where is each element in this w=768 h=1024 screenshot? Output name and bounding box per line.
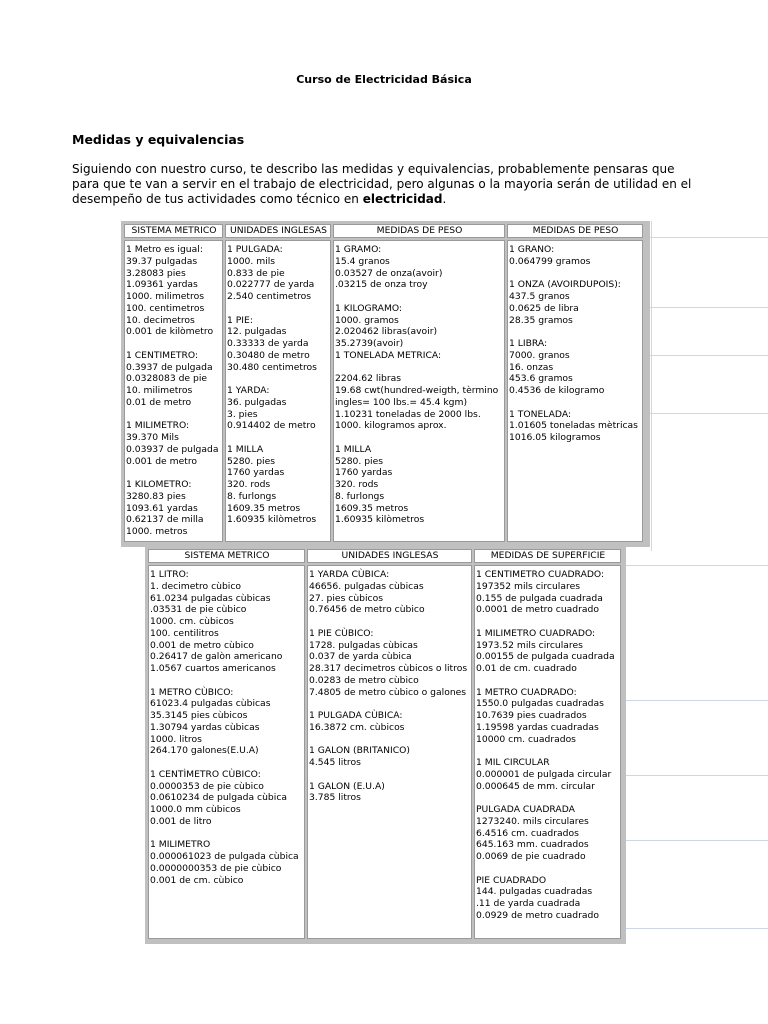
table-line: 1000.0 mm cùbicos — [150, 804, 241, 815]
table-line: 1 GALON (BRITANICO) — [309, 745, 410, 757]
table-line: 1 KILOMETRO: — [126, 479, 192, 490]
table-line: .03215 de onza troy — [335, 279, 428, 291]
table-line: 320. rods — [335, 479, 379, 490]
table-line: 0.01 de metro — [126, 396, 192, 408]
intro-paragraph — [72, 162, 702, 207]
table-line: 16.3872 cm. cùbicos — [309, 721, 405, 733]
table-line: 39.37 pulgadas — [126, 255, 198, 267]
table1-column — [333, 240, 505, 542]
table-line: 5280. pies — [335, 455, 384, 467]
guide-line — [626, 700, 768, 701]
table-line: 1.19598 yardas cuadradas — [476, 721, 599, 733]
equivalences-table-2 — [145, 546, 626, 944]
table-line — [335, 432, 504, 444]
table-line: 1.60935 kilòmetros — [227, 514, 317, 526]
table-line: 1000. kilogramos aprox. — [335, 420, 447, 432]
table-line: 35.3145 pies cùbicos — [150, 710, 248, 721]
table-line: 0.001 de metro cùbico — [150, 639, 254, 651]
table-line: 1000. cm. cùbicos — [150, 616, 234, 627]
table-line: 3.28083 pies — [126, 267, 186, 279]
table-line: 1609.35 metros — [227, 502, 301, 514]
table-line: 1 Metro es igual: — [126, 244, 203, 255]
table-line — [150, 828, 304, 840]
table-line: 320. rods — [227, 479, 271, 490]
table-line: 0.001 de cm. cùbico — [150, 874, 244, 886]
table-line: 35.2739(avoir) — [335, 338, 404, 349]
table-line — [227, 303, 330, 315]
table1-header: MEDIDAS DE PESO — [507, 224, 643, 238]
table-line: 0.4536 de kilogramo — [509, 385, 605, 396]
table-line: 1973.52 mils circulares — [476, 639, 583, 651]
table-line: 36. pulgadas — [227, 396, 287, 408]
table-line: 1 TONELADA METRICA: — [335, 349, 442, 361]
table-line: 1. decimetro cùbico — [150, 580, 242, 592]
table-line: 1273240. mils circulares — [476, 815, 589, 827]
table-line: 264.170 galones(E.U.A) — [150, 745, 259, 757]
guide-line — [650, 307, 768, 308]
table-line: 4.545 litros — [309, 757, 361, 768]
table-line: 3. pies — [227, 408, 258, 420]
table-line: 28.35 gramos — [509, 314, 573, 326]
table-line: 1000. milimetros — [126, 291, 205, 302]
table-line: 0.00155 de pulgada cuadrada — [476, 651, 615, 663]
table-line: 1000. litros — [150, 733, 202, 745]
table-line: 1016.05 kilogramos — [509, 432, 601, 443]
table-line: 0.001 de litro — [150, 815, 212, 827]
page-title: Curso de Electricidad Básica — [296, 73, 472, 86]
table-line: 19.68 cwt(hundred-weigth, tèrmino — [335, 385, 499, 396]
table-line: 1 METRO CÙBICO: — [150, 686, 234, 698]
table-line: 10. milimetros — [126, 385, 193, 396]
table-line: 1 KILOGRAMO: — [335, 302, 403, 314]
table-line: 0.001 de metro — [126, 455, 198, 467]
table1-header: MEDIDAS DE PESO — [333, 224, 505, 238]
table-line: 61023.4 pulgadas cùbicas — [150, 698, 271, 710]
table-line: 144. pulgadas cuadradas — [476, 886, 593, 898]
table-line: 30.480 centimetros — [227, 361, 317, 373]
table-line: 0.0069 de pie cuadrado — [476, 851, 586, 862]
table-line: 0.833 de pie — [227, 267, 285, 279]
table-line: 2204.62 libras — [335, 373, 402, 385]
table-line — [227, 432, 330, 444]
table-line — [309, 698, 471, 710]
table1-header-row — [123, 223, 648, 239]
table-line: 27. pies cùbicos — [309, 592, 383, 604]
table-line: 0.76456 de metro cùbico — [309, 604, 425, 616]
table-line: 10000 cm. cuadrados — [476, 733, 576, 745]
table-line: 1550.0 pulgadas cuadradas — [476, 698, 604, 710]
section-heading: Medidas y equivalencias — [72, 132, 245, 147]
table-line — [227, 373, 330, 385]
table-line: 0.26417 de galòn americano — [150, 651, 283, 663]
table-line: 1 PIE: — [227, 314, 253, 326]
table-line: 0.30480 de metro — [227, 349, 310, 361]
table-line — [126, 338, 222, 350]
table-line: 46656. pulgadas cùbicas — [309, 580, 424, 592]
table2-header-row — [147, 548, 624, 564]
table-line: 1760 yardas — [227, 467, 285, 479]
table-line: 16. onzas — [509, 361, 554, 373]
table2-header: SISTEMA METRICO — [148, 549, 305, 563]
table-line: 0.001 de kilòmetro — [126, 326, 214, 338]
table-line: 7.4805 de metro cùbico o galones — [309, 686, 467, 698]
guide-line — [626, 565, 768, 566]
table-line: 0.022777 de yarda — [227, 279, 315, 291]
table-line: 8. furlongs — [335, 490, 385, 502]
table-line — [476, 863, 620, 875]
table1-column — [124, 240, 223, 542]
table-line — [476, 616, 620, 628]
table-line — [476, 745, 620, 757]
table-line: 0.000061023 de pulgada cùbica — [150, 851, 299, 862]
table-line: 1 GRANO: — [509, 244, 555, 255]
table2-column — [148, 565, 305, 939]
table-line: 1.60935 kilòmetros — [335, 514, 425, 526]
guide-line — [650, 237, 768, 238]
table-line — [126, 409, 222, 421]
table-line: 1 MILIMETRO CUADRADO: — [476, 627, 596, 639]
table-line: 100. centimetros — [126, 302, 205, 314]
table-line: 1 GALON (E.U.A) — [309, 780, 385, 792]
table1-header: SISTEMA METRICO — [124, 224, 223, 238]
table-line — [309, 769, 471, 781]
table-line: 5280. pies — [227, 455, 276, 467]
table-line: 0.62137 de milla — [126, 514, 204, 526]
table-line: 645.163 mm. cuadrados — [476, 839, 589, 851]
table-line: 0.0283 de metro cùbico — [309, 674, 419, 686]
table-line: 0.0929 de metro cuadrado — [476, 909, 599, 921]
table-line: 15.4 granos — [335, 255, 390, 267]
table-line: 437.5 granos — [509, 291, 570, 302]
table-line — [126, 467, 222, 479]
table-line: 3280.83 pies — [126, 490, 186, 502]
table-line: 1 PULGADA CÙBICA: — [309, 710, 403, 721]
table-line: PULGADA CUADRADA — [476, 804, 575, 815]
table2-body-row — [147, 564, 624, 940]
table-line: 0.037 de yarda cùbica — [309, 651, 412, 663]
table-line: 1760 yardas — [335, 467, 393, 479]
table-line: 1000. gramos — [335, 314, 399, 326]
table-line: 1728. pulgadas cùbicas — [309, 639, 418, 651]
guide-line — [651, 221, 652, 551]
table-line: PIE CUADRADO — [476, 874, 547, 886]
table-line: 0.0625 de libra — [509, 302, 579, 314]
table-line — [309, 734, 471, 746]
table-line: 1 MILIMETRO: — [126, 420, 190, 432]
table-line: 12. pulgadas — [227, 326, 287, 338]
table-line: 0.000001 de pulgada circular — [476, 768, 612, 780]
table-line: 39.370 Mils — [126, 432, 179, 443]
table-line: 28.317 decimetros cùbicos o litros — [309, 663, 468, 674]
table-line: 0.155 de pulgada cuadrada — [476, 592, 603, 604]
table-line: .03531 de pie cùbico — [150, 604, 247, 616]
guide-line — [650, 355, 768, 356]
guide-line — [626, 775, 768, 776]
table-line: 1000. metros — [126, 526, 188, 537]
table-line: 1 CENTÌMETRO CÙBICO: — [150, 768, 261, 780]
table-line: 1 PULGADA: — [227, 244, 283, 255]
table-line: 0.01 de cm. cuadrado — [476, 663, 577, 674]
table-line: 10. decimetros — [126, 314, 195, 326]
table-line: 1 GRAMO: — [335, 244, 382, 255]
table1-column — [225, 240, 331, 542]
table-line: 2.020462 libras(avoir) — [335, 326, 438, 338]
guide-line — [626, 928, 768, 929]
table-line: 0.0000353 de pie cùbico — [150, 780, 264, 792]
table-line: 0.0328083 de pie — [126, 373, 208, 385]
table-line: 0.03937 de pulgada — [126, 443, 219, 455]
table-line — [335, 291, 504, 303]
table-line: 1 CENTIMETRO: — [126, 349, 199, 361]
table-line: 1 YARDA CÙBICA: — [309, 569, 390, 580]
table-line: 1.09361 yardas — [126, 279, 198, 291]
table-line: 1609.35 metros — [335, 502, 409, 514]
table2-header: MEDIDAS DE SUPERFICIE — [474, 549, 621, 563]
table-line: 1 MILLA — [227, 443, 264, 455]
table-line: 0.3937 de pulgada — [126, 361, 213, 373]
table-line: 0.03527 de onza(avoir) — [335, 267, 443, 279]
table-line — [150, 757, 304, 769]
table-line — [509, 326, 642, 338]
table-line: 1000. mils — [227, 255, 276, 267]
table-line: 453.6 gramos — [509, 373, 573, 385]
table-line: 1 YARDA: — [227, 385, 270, 396]
table-line — [476, 792, 620, 804]
intro-end: . — [442, 192, 447, 206]
table-line: 6.4516 cm. cuadrados — [476, 827, 579, 839]
table-line: 1 ONZA (AVOIRDUPOIS): — [509, 279, 621, 291]
table-line: 3.785 litros — [309, 792, 361, 804]
table-line — [309, 616, 471, 628]
table-line: 1.30794 yardas cùbicas — [150, 721, 260, 733]
table-line: 1 MILIMETRO — [150, 839, 211, 851]
table-line: 1 LITRO: — [150, 569, 189, 580]
table-line: 0.0610234 de pulgada cùbica — [150, 792, 288, 804]
table-line — [476, 675, 620, 687]
table-line: 1 MIL CIRCULAR — [476, 757, 550, 768]
table-line: 100. centilitros — [150, 627, 219, 639]
table-line: 61.0234 pulgadas cùbicas — [150, 592, 271, 604]
table-line — [335, 362, 504, 374]
table1-body-row — [123, 239, 648, 543]
table-line: 1.10231 toneladas de 2000 lbs. — [335, 408, 481, 420]
table-line: 8. furlongs — [227, 490, 277, 502]
table-line: 1093.61 yardas — [126, 502, 198, 514]
table-line: 1.0567 cuartos americanos — [150, 663, 276, 674]
table-line: 197352 mils circulares — [476, 580, 581, 592]
table-line: ingles= 100 lbs.= 45.4 kgm) — [335, 396, 468, 408]
table2-column — [307, 565, 472, 939]
table-line: 1 METRO CUADRADO: — [476, 686, 577, 698]
intro-bold-term: electricidad — [362, 192, 443, 206]
table-line — [509, 268, 642, 280]
table-line — [150, 675, 304, 687]
table-line: .11 de yarda cuadrada — [476, 898, 581, 909]
table2-column — [474, 565, 621, 939]
table-line: 7000. granos — [509, 349, 570, 361]
table-line — [509, 397, 642, 409]
table-line: 0.064799 gramos — [509, 255, 591, 267]
guide-line — [626, 840, 768, 841]
table-line: 1 CENTIMETRO CUADRADO: — [476, 569, 605, 580]
table-line: 1 TONELADA: — [509, 408, 572, 420]
table1-column — [507, 240, 643, 542]
table1-header: UNIDADES INGLESAS — [225, 224, 331, 238]
table-line: 0.33333 de yarda — [227, 338, 309, 349]
table-line: 1 MILLA — [335, 443, 372, 455]
table-line: 1 LIBRA: — [509, 338, 548, 349]
guide-line — [650, 413, 768, 414]
intro-text: Siguiendo con nuestro curso, te describo las medidas y equivalencias, probablemente pensaras que para que te van a servir en el trabajo de electricidad, pero algunas o la mayoria serán de utilidad en el desempeño de tus actividades como técnico en — [72, 162, 692, 206]
table-line: 1 PIE CÙBICO: — [309, 627, 374, 639]
table2-header: UNIDADES INGLESAS — [307, 549, 472, 563]
equivalences-table-1 — [121, 221, 650, 547]
table-line: 0.000645 de mm. circular — [476, 780, 595, 792]
table-line: 0.0000000353 de pie cùbico — [150, 862, 282, 874]
table-line: 10.7639 pies cuadrados — [476, 710, 587, 721]
table-line: 1.01605 toneladas mètricas — [509, 420, 638, 432]
table-line: 0.0001 de metro cuadrado — [476, 604, 599, 616]
table-line: 2.540 centimetros — [227, 291, 312, 302]
table-line: 0.914402 de metro — [227, 420, 316, 432]
